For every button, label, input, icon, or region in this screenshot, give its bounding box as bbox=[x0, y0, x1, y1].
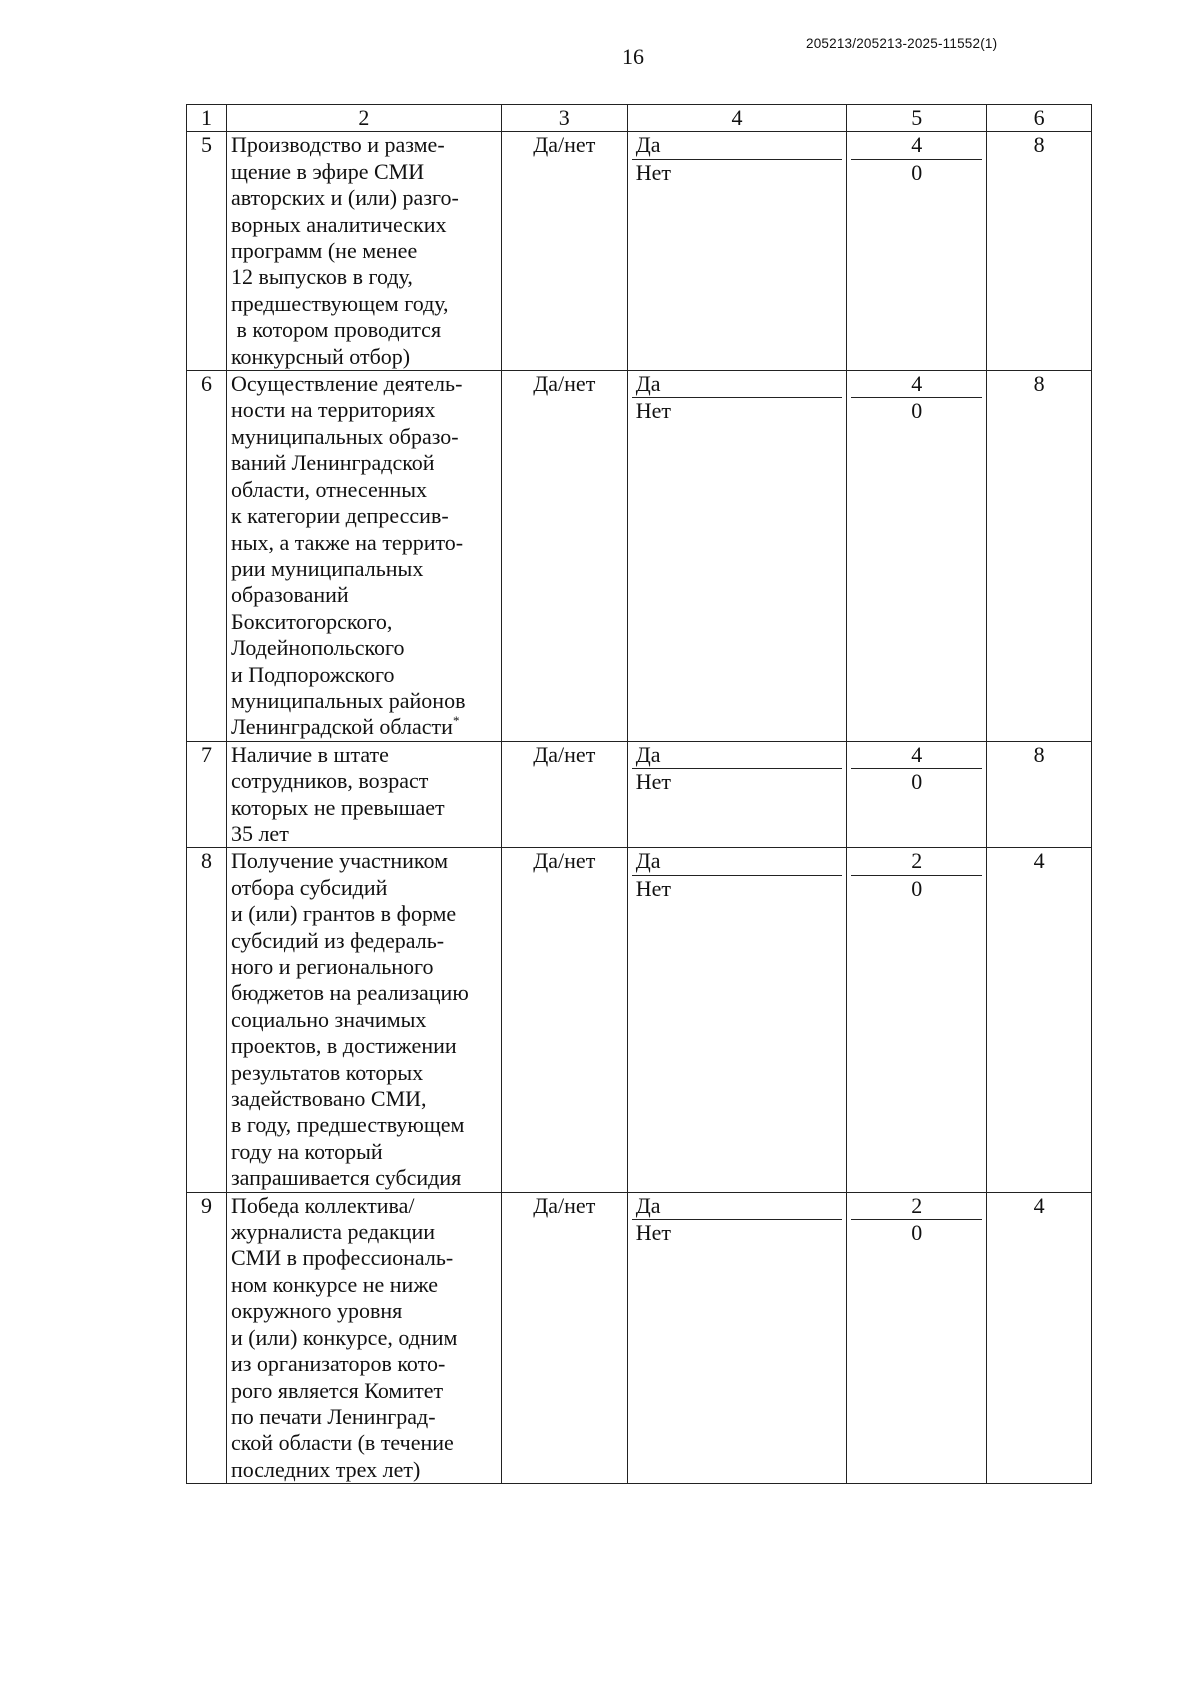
criterion-line: ской области (в течение bbox=[230, 1430, 454, 1456]
criterion-line: конкурсный отбор) bbox=[230, 343, 411, 369]
criterion-line: по печати Ленинград- bbox=[230, 1403, 436, 1429]
answer-option: Нет bbox=[635, 159, 671, 185]
criterion-line bbox=[231, 714, 497, 740]
criterion-line: муниципальных районов bbox=[230, 687, 466, 713]
answer-option: Да bbox=[632, 132, 843, 159]
option-score: 0 bbox=[911, 159, 923, 185]
criterion-line: и Подпорожского bbox=[230, 661, 395, 687]
row-number: 8 bbox=[187, 848, 227, 1192]
row-number: 6 bbox=[187, 371, 227, 742]
criterion-line: авторских и (или) разго- bbox=[230, 185, 459, 211]
table-row bbox=[187, 848, 1092, 1192]
criterion-line: ваний Ленинградской bbox=[230, 450, 435, 476]
option-score: 4 bbox=[851, 132, 982, 159]
table-row bbox=[187, 371, 1092, 742]
option-score: 2 bbox=[851, 1193, 982, 1220]
criterion-line: рии муниципальных bbox=[230, 555, 424, 581]
option-scores bbox=[847, 848, 987, 1192]
answer-option: Нет bbox=[635, 1220, 671, 1246]
criterion-line: из организаторов кото- bbox=[230, 1351, 446, 1377]
answer-options bbox=[627, 1192, 847, 1483]
option-scores bbox=[847, 132, 987, 371]
criterion-line: Получение участником bbox=[230, 848, 448, 874]
criterion-line: субсидий из федераль- bbox=[230, 927, 445, 953]
criteria-table bbox=[186, 104, 1092, 1484]
option-score: 0 bbox=[911, 769, 923, 795]
option-score: 0 bbox=[911, 1220, 923, 1246]
criterion-line: ворных аналитических bbox=[230, 211, 447, 237]
header-row bbox=[187, 105, 1092, 132]
criterion-text bbox=[226, 848, 501, 1192]
option-score: 4 bbox=[851, 371, 982, 398]
footnote-mark: * bbox=[452, 713, 460, 729]
answer-option: Нет bbox=[635, 398, 671, 424]
criterion-line: образований bbox=[230, 582, 349, 608]
answer-option: Да bbox=[632, 1193, 843, 1220]
criterion-line: Победа коллектива/ bbox=[230, 1192, 415, 1218]
criterion-text bbox=[226, 741, 501, 848]
criterion-line-text: Ленинградской области bbox=[230, 714, 453, 740]
table-row bbox=[187, 1192, 1092, 1483]
criteria-table-body bbox=[187, 105, 1092, 1484]
criterion-line: щение в эфире СМИ bbox=[230, 158, 425, 184]
document-id: 205213/205213-2025-11552(1) bbox=[806, 36, 998, 51]
criterion-line: проектов, в достижении bbox=[230, 1033, 457, 1059]
max-score: 8 bbox=[987, 371, 1092, 742]
criterion-line: журналиста редакции bbox=[230, 1219, 435, 1245]
criterion-line: предшествующем году, bbox=[230, 290, 449, 316]
criterion-line: 35 лет bbox=[230, 820, 289, 846]
table-row bbox=[187, 741, 1092, 848]
criterion-text bbox=[226, 1192, 501, 1483]
option-score: 0 bbox=[911, 398, 923, 424]
criterion-line: Бокситогорского, bbox=[230, 608, 393, 634]
criterion-line: результатов которых bbox=[230, 1059, 424, 1085]
criterion-line: и (или) грантов в форме bbox=[230, 901, 457, 927]
max-score: 4 bbox=[987, 848, 1092, 1192]
max-score: 8 bbox=[987, 741, 1092, 848]
column-header-4: 4 bbox=[627, 105, 847, 132]
row-number: 5 bbox=[187, 132, 227, 371]
criterion-line: задействовано СМИ, bbox=[230, 1086, 427, 1112]
column-header-5: 5 bbox=[847, 105, 987, 132]
max-score: 4 bbox=[987, 1192, 1092, 1483]
criterion-line: области, отнесенных bbox=[230, 476, 428, 502]
max-score: 8 bbox=[987, 132, 1092, 371]
criterion-line: бюджетов на реализацию bbox=[230, 980, 469, 1006]
answer-option: Да bbox=[632, 371, 843, 398]
column-header-3: 3 bbox=[501, 105, 627, 132]
option-scores bbox=[847, 1192, 987, 1483]
answer-options bbox=[627, 371, 847, 742]
evaluation-type: Да/нет bbox=[501, 1192, 627, 1483]
criterion-line: социально значимых bbox=[230, 1006, 427, 1032]
column-header-2: 2 bbox=[226, 105, 501, 132]
table-row bbox=[187, 132, 1092, 371]
answer-option: Да bbox=[632, 848, 843, 875]
criterion-line: 12 выпусков в году, bbox=[230, 264, 413, 290]
evaluation-type: Да/нет bbox=[501, 848, 627, 1192]
answer-options bbox=[627, 848, 847, 1192]
column-header-1: 1 bbox=[187, 105, 227, 132]
criterion-line: ности на территориях bbox=[230, 397, 436, 423]
option-scores bbox=[847, 371, 987, 742]
criterion-text bbox=[226, 371, 501, 742]
criterion-line: Наличие в штате bbox=[230, 741, 389, 767]
criterion-line: в котором проводится bbox=[230, 317, 442, 343]
row-number: 9 bbox=[187, 1192, 227, 1483]
page-number: 16 bbox=[622, 44, 644, 69]
criterion-line: сотрудников, возраст bbox=[230, 768, 429, 794]
option-scores bbox=[847, 741, 987, 848]
criterion-line: в году, предшествующем bbox=[230, 1112, 465, 1138]
criterion-line: последних трех лет) bbox=[230, 1456, 421, 1482]
criterion-line: запрашивается субсидия bbox=[230, 1165, 462, 1191]
option-score: 0 bbox=[911, 875, 923, 901]
criterion-line: муниципальных образо- bbox=[230, 423, 459, 449]
criterion-line: окружного уровня bbox=[230, 1298, 403, 1324]
criterion-line: ном конкурсе не ниже bbox=[230, 1271, 439, 1297]
answer-option: Да bbox=[632, 742, 843, 769]
criterion-line: Лодейнопольского bbox=[230, 635, 405, 661]
criterion-text bbox=[226, 132, 501, 371]
criterion-line: к категории депрессив- bbox=[230, 503, 449, 529]
criterion-line: ного и регионального bbox=[230, 954, 434, 979]
evaluation-type: Да/нет bbox=[501, 741, 627, 848]
criterion-line: Осуществление деятель- bbox=[230, 371, 463, 397]
evaluation-type: Да/нет bbox=[501, 132, 627, 371]
row-number: 7 bbox=[187, 741, 227, 848]
criterion-line: и (или) конкурсе, одним bbox=[230, 1324, 458, 1350]
evaluation-type: Да/нет bbox=[501, 371, 627, 742]
criterion-line: программ (не менее bbox=[230, 238, 418, 264]
option-score: 2 bbox=[851, 848, 982, 875]
answer-option: Нет bbox=[635, 875, 671, 901]
criterion-line: году на который bbox=[230, 1138, 383, 1164]
criterion-line: отбора субсидий bbox=[230, 874, 388, 900]
answer-option: Нет bbox=[635, 769, 671, 795]
criterion-line: Производство и разме- bbox=[230, 132, 445, 158]
criterion-line: рого является Комитет bbox=[230, 1377, 444, 1403]
answer-options bbox=[627, 741, 847, 848]
criterion-line: которых не превышает bbox=[230, 794, 445, 820]
criterion-line: ных, а также на террито- bbox=[230, 529, 464, 555]
option-score: 4 bbox=[851, 742, 982, 769]
column-header-6: 6 bbox=[987, 105, 1092, 132]
answer-options bbox=[627, 132, 847, 371]
criterion-line: СМИ в профессиональ- bbox=[230, 1245, 454, 1271]
